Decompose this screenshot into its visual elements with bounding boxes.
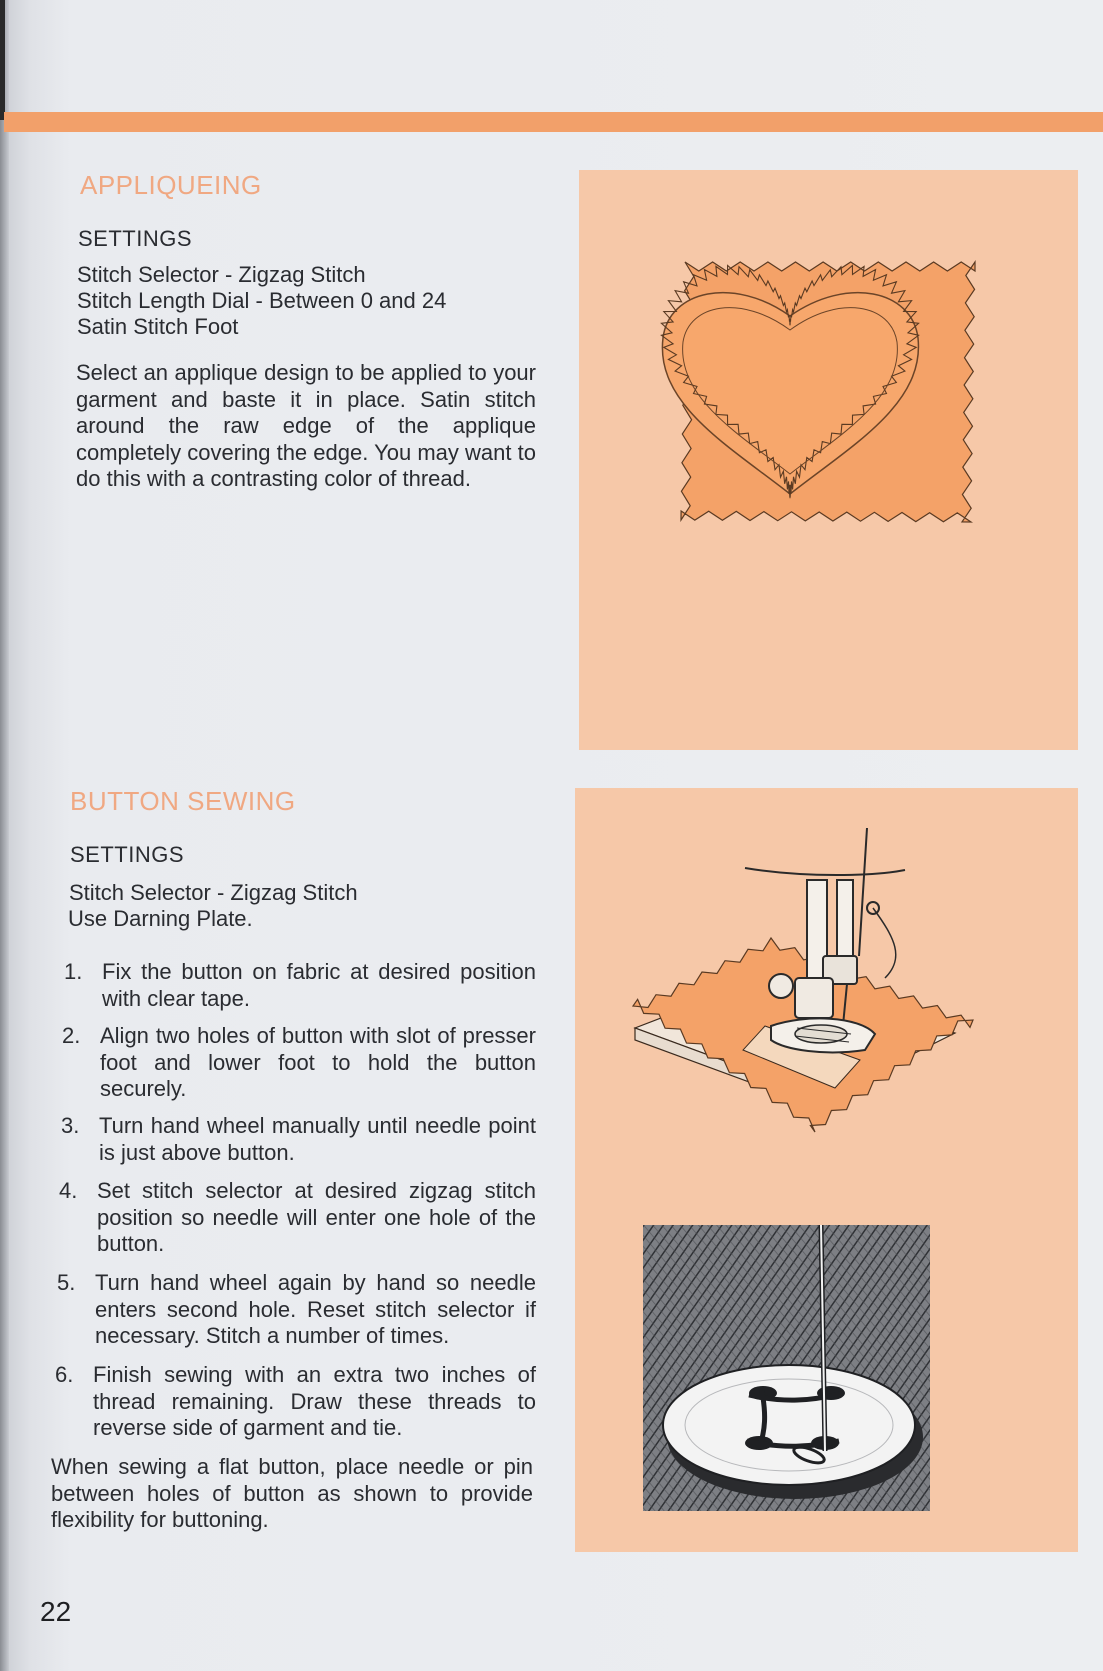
- step-text: Finish sewing with an extra two inches of thread remaining. Draw these threads to reverse side of garment and tie.: [93, 1362, 536, 1440]
- step-number: 5.: [57, 1270, 76, 1295]
- appliqueing-settings-heading: SETTINGS: [78, 226, 193, 251]
- button-sewing-illustration-panel: [575, 788, 1078, 1552]
- button-sewing-setting-darning-plate: Use Darning Plate.: [68, 906, 253, 931]
- step-text: Turn hand wheel manually until needle point is just above button.: [99, 1113, 536, 1165]
- step-number: 6.: [55, 1362, 74, 1387]
- button-sewing-closing-note: When sewing a flat button, place needle or pin between holes of button as shown to provide flexibility for buttoning.: [51, 1454, 533, 1532]
- header-rule: [4, 112, 1103, 132]
- page-number: 22: [40, 1596, 72, 1627]
- appliqueing-instructions: Select an applique design to be applied to your garment and baste it in place. Satin stitch around the raw edge of the applique completely covering the edge. You may want to do this with a contrasting color of thread.: [76, 360, 536, 491]
- appliqueing-setting-stitch-length: Stitch Length Dial - Between 0 and 24: [77, 288, 447, 313]
- step-text: Align two holes of button with slot of presser foot and lower foot to hold the button securely.: [100, 1023, 536, 1101]
- button-sewing-title: BUTTON SEWING: [70, 786, 296, 816]
- step-text: Set stitch selector at desired zigzag stitch position so needle will enter one hole of the button.: [97, 1178, 536, 1256]
- heart-applique-illustration: [579, 170, 1078, 750]
- step-number: 1.: [64, 959, 83, 984]
- button-with-pin-illustration: [643, 1225, 930, 1511]
- step-number: 3.: [61, 1113, 80, 1138]
- binding-shadow: [0, 0, 5, 120]
- button-sewing-settings-heading: SETTINGS: [70, 842, 185, 867]
- appliqueing-setting-stitch-selector: Stitch Selector - Zigzag Stitch: [77, 262, 366, 287]
- step-number: 4.: [59, 1178, 78, 1203]
- button-sewing-setting-stitch-selector: Stitch Selector - Zigzag Stitch: [69, 880, 358, 905]
- appliqueing-illustration-panel: [579, 170, 1078, 750]
- step-number: 2.: [62, 1023, 81, 1048]
- presser-foot-button-illustration: [575, 788, 1078, 1188]
- appliqueing-title: APPLIQUEING: [80, 170, 262, 200]
- book-spine-edge: [0, 0, 9, 1671]
- appliqueing-setting-foot: Satin Stitch Foot: [77, 314, 239, 339]
- step-text: Turn hand wheel again by hand so needle enters second hole. Reset stitch selector if necessary. Stitch a number of times.: [95, 1270, 536, 1348]
- step-text: Fix the button on fabric at desired position with clear tape.: [102, 959, 536, 1011]
